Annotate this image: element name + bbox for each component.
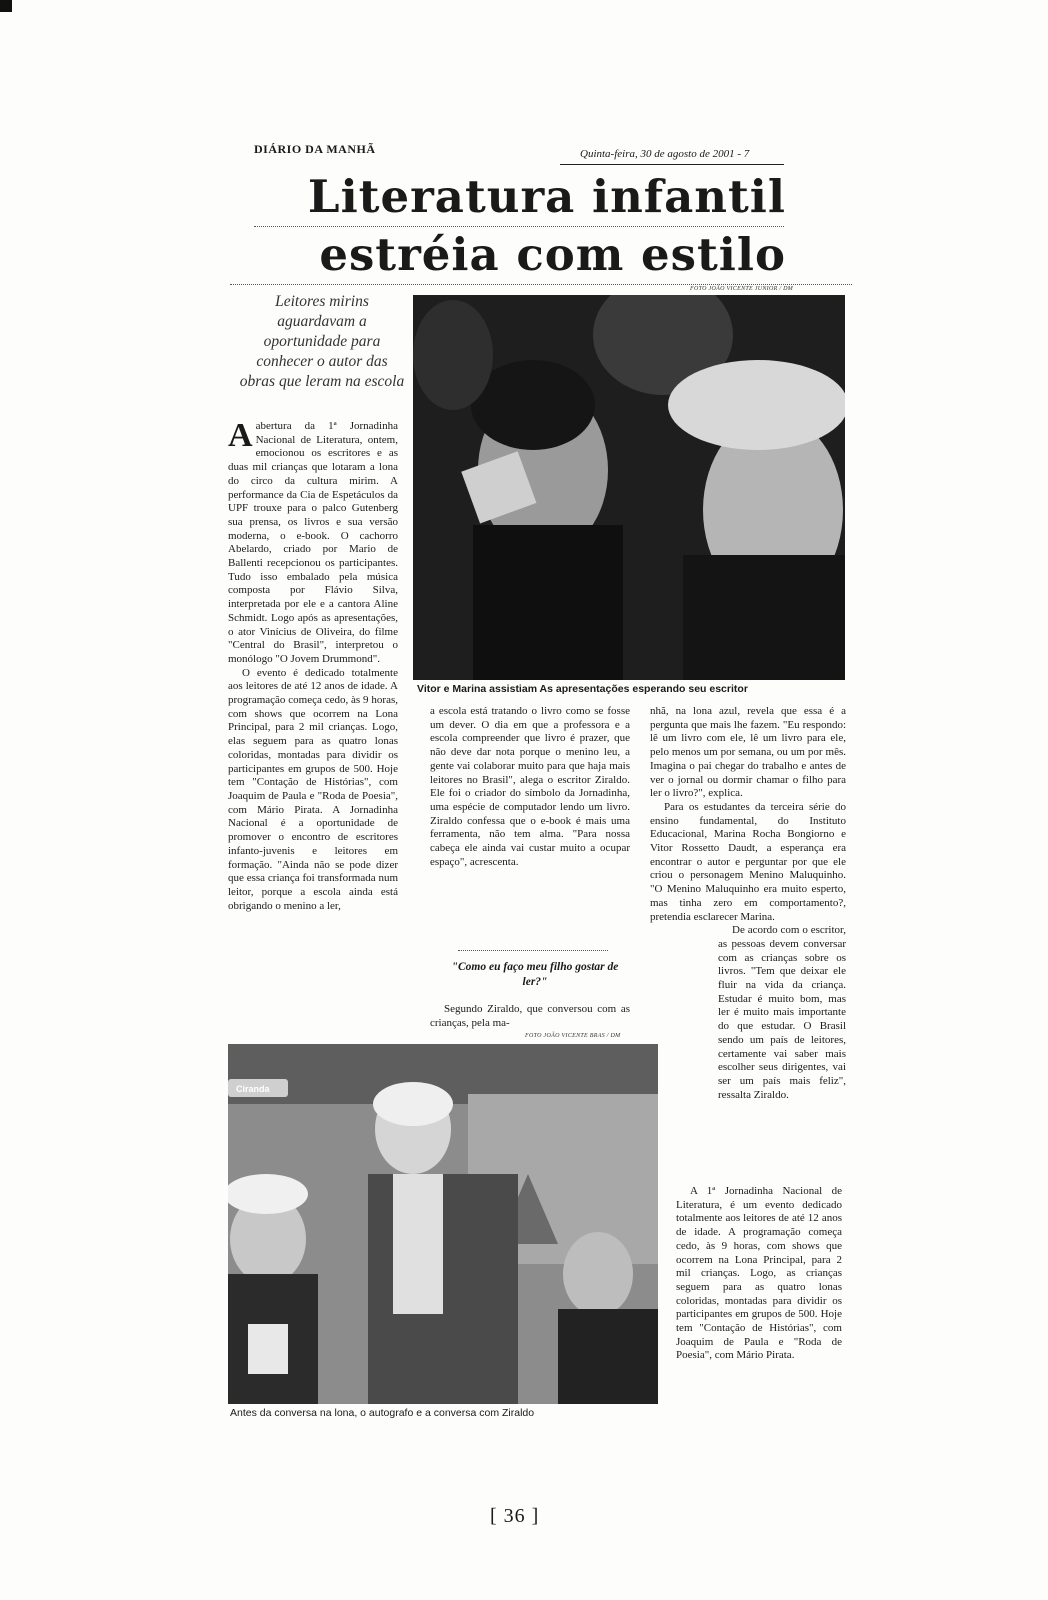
- article-column-1: [228, 417, 398, 913]
- headline-underline: [230, 284, 852, 285]
- header-rule: [560, 164, 784, 165]
- article-paragraph: Aabertura da 1ª Jornadinha Nacional de Literatura, ontem, emocionou os escritores e as duas mil crianças que lotaram a lona do circo da cultura mirim. A performance da Cia de Espetáculos da UPF trouxe para o palco Gutenberg sua prensa, os livros e sua versão moderna, o e-book. O cachorro Abelardo, criado por Mario de Ballenti recepcionou os participantes. Tudo isso embalado pela música composta por Flávio Silva, interpretada por ele e a cantora Aline Schmidt. Logo após as apresentações, o ator Vinícius de Oliveira, do filme "Central do Brasil", interpretou o monólogo "O Jovem Drummond".: [228, 417, 398, 665]
- article-paragraph: A 1ª Jornadinha Nacional de Literatura, é um evento dedicado totalmente aos leitores de até 12 anos de idade. A programação começa cedo, às 9 horas, com shows que ocorrem na Lona Principal, para 2 mil crianças. Logo, as crianças seguem para as quatro lonas coloridas, montadas para dividir os participantes em grupos de 500. Hoje tem "Contação de Histórias", com Joaquim de Paula e "Roda de Poesia", com Mário Pirata.: [676, 1185, 842, 1362]
- headline-line-1: Literatura infantil: [307, 170, 786, 223]
- photo-caption-top: Vitor e Marina assistiam As apresentações esperando seu escritor: [417, 683, 748, 695]
- article-column-2-cont: [430, 1003, 630, 1030]
- article-paragraph: a escola está tratando o livro como se fosse um dever. O dia em que a professora e a escola compreender que livro é prazer, que não deve dar nota porque o menino leu, a gente vai colaborar muito para que haja mais leitores no Brasil", alega o escritor Ziraldo. Ele foi o criador do símbolo da Jornadinha, uma espécie de computador lendo um livro. Ziraldo confessa que o e-book é mais uma ferramenta, não tem alma. "Para nossa cabeça ele ainda vai custar muito a ocupar espaço", acrescenta.: [430, 705, 630, 868]
- newspaper-name: DIÁRIO DA MANHÃ: [254, 142, 376, 156]
- photo-credit-top: FOTO JOÃO VICENTE JUNIOR / DM: [690, 286, 794, 292]
- photo-sign-text: Ciranda: [236, 1084, 270, 1094]
- photo-children-image: [413, 295, 845, 680]
- subhead-rule: [458, 950, 608, 951]
- article-paragraph: Segundo Ziraldo, que conversou com as crianças, pela ma-: [430, 1003, 630, 1029]
- deck: Leitores mirins aguardavam a oportunidade para conhecer o autor das obras que leram na escola: [239, 293, 405, 390]
- article-paragraph: O evento é dedicado totalmente aos leitores de até 12 anos de idade. A programação começa cedo, às 9 horas, com shows que ocorrem na Lona Principal, para 2 mil crianças. Logo, elas seguem para as quatro lonas coloridas, montadas para dividir os participantes em grupos de 500. Hoje tem "Contação de Histórias", com Joaquim de Paula e "Roda de Poesia", com Mário Pirata. A Jornadinha Nacional é a oportunidade de promover o encontro de escritores infanto-juvenis e leitores em formação. "Ainda não se pode dizer que essa criança foi transformada num leitor, porque a escola ainda está obrigando o menino a ler,: [228, 666, 398, 912]
- photo-caption-bottom: Antes da conversa na lona, o autografo e a conversa com Ziraldo: [230, 1407, 535, 1419]
- article-paragraph: Para os estudantes da terceira série do ensino fundamental, do Instituto Educacional, Marina Rocha Bongiorno e Vitor Rossetto Daudt, a esperança era encontrar o autor e perguntar por que ele criou o personagem Menino Maluquinho. "O Menino Maluquinho era muito esperto, mas tinha zero em comportamento?, pretendia esclarecer Marina.: [650, 800, 846, 923]
- article-column-3-cont: [676, 1185, 842, 1363]
- page-number: [ 36 ]: [490, 1505, 540, 1527]
- subhead: "Como eu faço meu filho gostar de ler?": [451, 961, 619, 988]
- headline-divider: [254, 226, 784, 227]
- article-paragraph: De acordo com o escritor, as pessoas devem conversar com as crianças sobre os livros. "Tem que deixar ele fluir na vida da criança. Estudar é muito bom, mas ler é muito mais importante do que estudar. O Brasil sendo um país de leitores, certamente vai saber mais escolher seus dirigentes, vai ser um país mais feliz", ressalta Ziraldo.: [718, 924, 846, 1101]
- dateline: Quinta-feira, 30 de agosto de 2001 - 7: [580, 148, 750, 160]
- drop-cap: A: [228, 417, 253, 454]
- article-column-3: [650, 705, 846, 1102]
- article-column-2: [430, 705, 630, 869]
- photo-ziraldo-image: [228, 1044, 658, 1404]
- headline-line-2: estréia com estilo: [319, 228, 786, 281]
- photo-ziraldo-children: [228, 1044, 658, 1404]
- article-paragraph: nhã, na lona azul, revela que essa é a pergunta que mais lhe fazem. "Eu respondo: lê um livro com ele, lê um livro para ele, pelo menos um por semana, ou um por mês. Imagina o pai chegar do trabalho e antes de ver o jornal ou dormir chamar o filho para ler o livro?", explica.: [650, 705, 846, 800]
- photo-children-audience: [413, 295, 845, 680]
- photo-credit-bottom: FOTO JOÃO VICENTE BRAS / DM: [525, 1033, 621, 1039]
